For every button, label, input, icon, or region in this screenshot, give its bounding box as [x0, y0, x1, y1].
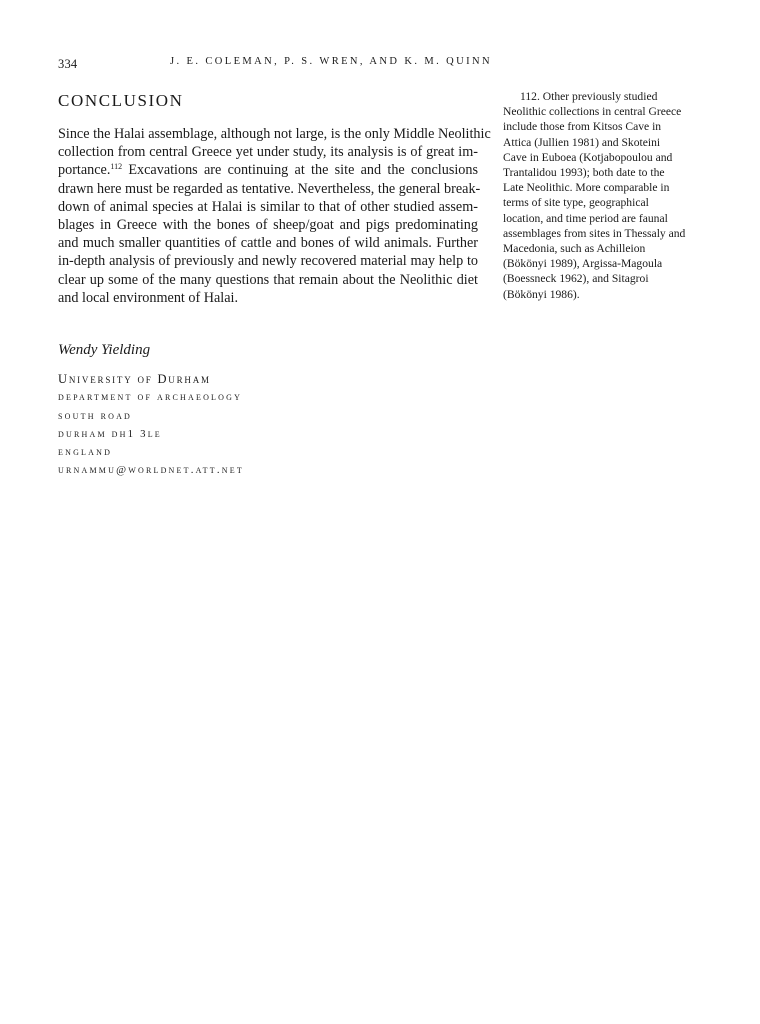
footnote-line: location, and time period are faunal [503, 211, 668, 225]
body-line: in-depth analysis of previously and newly recovered material may help to [58, 253, 478, 270]
body-line-part: Excavations are continuing at the site and the conclusions [122, 162, 478, 179]
section-title: CONCLUSION [58, 91, 184, 110]
footnote-line: (Bökönyi 1989), Argissa-Magoula [503, 257, 663, 271]
body-line: down of animal species at Halai is similar to that of other studied assem- [58, 198, 478, 215]
footnote-112 [503, 89, 708, 302]
footnote-reference[interactable]: 112 [110, 162, 123, 172]
page-number: 334 [58, 57, 78, 71]
body-line: collection from central Greece yet under study, its analysis is of great im- [58, 144, 478, 161]
author-affiliation [58, 370, 358, 480]
footnote-line: 112. Other previously studied [520, 90, 658, 103]
footnote-line: (Bökönyi 1986). [503, 287, 580, 301]
footnote-line: Cave in Euboea (Kotjabopoulou and [503, 150, 673, 164]
body-line: clear up some of the many questions that remain about the Neolithic diet [58, 271, 478, 288]
affiliation-university: University of Durham [58, 372, 211, 386]
author-email[interactable]: urnammu@worldnet.att.net [58, 464, 244, 477]
footnote-line: terms of site type, geographical [503, 196, 649, 210]
footnote-line: Macedonia, such as Achilleion [503, 242, 646, 256]
footnote-line: assemblages from sites in Thessaly and [503, 226, 686, 240]
body-line: and much smaller quantities of cattle and bones of wild animals. Further [58, 235, 478, 252]
body-paragraph [58, 125, 491, 307]
body-line-with-footnote [58, 161, 478, 179]
body-line: drawn here must be regarded as tentative. Nevertheless, the general break- [58, 180, 481, 197]
affiliation-country: england [58, 446, 113, 459]
affiliation-department: department of archaeology [58, 391, 243, 404]
footnote-line: Neolithic collections in central Greece [503, 105, 682, 119]
affiliation-street: south road [58, 409, 133, 422]
body-line-part: portance. [58, 162, 111, 179]
footnote-line: Late Neolithic. More comparable in [503, 181, 670, 195]
footnote-line: Attica (Jullien 1981) and Skoteini [503, 135, 661, 149]
body-line: blages in Greece with the bones of sheep/goat and pigs predominating [58, 217, 478, 234]
body-line: and local environment of Halai. [58, 289, 239, 306]
running-head: J. E. COLEMAN, P. S. WREN, AND K. M. QUINN [170, 56, 492, 67]
footnote-line: (Boessneck 1962), and Sitagroi [503, 272, 649, 286]
author-name: Wendy Yielding [58, 342, 151, 358]
footnote-line: include those from Kitsos Cave in [503, 120, 662, 134]
affiliation-city: durham dh1 3le [58, 427, 162, 440]
footnote-line: Trantalidou 1993); both date to the [503, 166, 665, 180]
body-line: Since the Halai assemblage, although not large, is the only Middle Neolithic [58, 126, 491, 142]
